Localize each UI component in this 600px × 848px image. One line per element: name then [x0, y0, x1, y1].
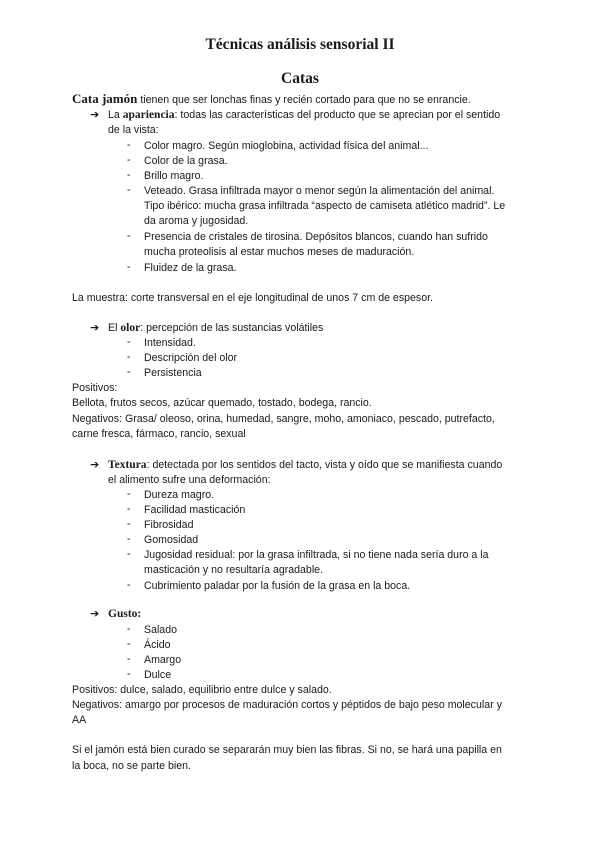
list-item: Gomosidad	[144, 534, 199, 546]
dash-bullet: -	[127, 488, 131, 500]
dash-bullet: -	[127, 230, 131, 242]
olor-positivos: Bellota, frutos secos, azúcar quemado, tostado, bodega, rancio.	[72, 397, 372, 409]
list-item: Fibrosidad	[144, 519, 194, 531]
dash-bullet: -	[127, 623, 131, 635]
olor-negativos-continuation: carne fresca, fármaco, rancio, sexual	[72, 428, 246, 440]
list-item: Cubrimiento paladar por la fusión de la grasa en la boca.	[144, 580, 411, 592]
olor-negativos: Negativos: Grasa/ oleoso, orina, humedad, sangre, moho, amoniaco, pescado, putrefacto,	[72, 413, 495, 425]
list-item: Intensidad.	[144, 337, 196, 349]
gusto-positivos: Positivos: dulce, salado, equilibrio entre dulce y salado.	[72, 684, 332, 696]
dash-bullet: -	[127, 503, 131, 515]
list-item: Veteado. Grasa infiltrada mayor o menor según la alimentación del animal.	[144, 185, 495, 197]
page-title: Técnicas análisis sensorial II	[205, 36, 395, 53]
list-item-continuation: da aroma y jugosidad.	[144, 215, 249, 227]
dash-bullet: -	[127, 336, 131, 348]
page-subtitle: Catas	[281, 70, 319, 87]
muestra-paragraph: La muestra: corte transversal en el eje longitudinal de unos 7 cm de espesor.	[72, 292, 433, 304]
list-item: Color de la grasa.	[144, 155, 228, 167]
final-paragraph-continuation: la boca, no se parte bien.	[72, 760, 191, 772]
list-item: Persistencia	[144, 367, 202, 379]
dash-bullet: -	[127, 668, 131, 680]
dash-bullet: -	[127, 169, 131, 181]
list-item: Dureza magro.	[144, 489, 215, 501]
list-item: Fluidez de la grasa.	[144, 262, 237, 274]
dash-bullet: -	[127, 351, 131, 363]
arrow-bullet-icon: ➔	[90, 459, 100, 471]
gusto-term: Gusto:	[108, 608, 142, 620]
apariencia-line-1: La apariencia: todas las características del producto que se aprecian por el sentido	[108, 109, 501, 121]
dash-bullet: -	[127, 638, 131, 650]
gusto-negativos: Negativos: amargo por procesos de maduración cortos y péptidos de bajo peso molecular y	[72, 699, 502, 711]
apariencia-term: apariencia	[122, 109, 175, 121]
intro-heading: Cata jamón	[72, 91, 138, 106]
list-item: Jugosidad residual: por la grasa infiltrada, si no tiene nada sería duro a la	[144, 549, 489, 561]
textura-line-1: Textura: detectada por los sentidos del tacto, vista y oído que se manifiesta cuando	[108, 459, 503, 471]
dash-bullet: -	[127, 579, 131, 591]
list-item: Salado	[144, 624, 177, 636]
list-item: Presencia de cristales de tirosina. Depósitos blancos, cuando han sufrido	[144, 231, 488, 243]
dash-bullet: -	[127, 533, 131, 545]
textura-term: Textura	[108, 459, 147, 471]
dash-bullet: -	[127, 366, 131, 378]
textura-line-2: el alimento sufre una deformación:	[108, 474, 271, 486]
dash-bullet: -	[127, 261, 131, 273]
dash-bullet: -	[127, 653, 131, 665]
arrow-bullet-icon: ➔	[90, 608, 100, 620]
list-item: Ácido	[144, 639, 171, 651]
dash-bullet: -	[127, 184, 131, 196]
arrow-bullet-icon: ➔	[90, 109, 100, 121]
intro-text: tienen que ser lonchas finas y recién cortado para que no se enrancie.	[140, 94, 471, 106]
apariencia-line-2: de la vista:	[108, 124, 159, 136]
list-item-continuation: mucha proteolisis al estar muchos meses de maduración.	[144, 246, 415, 258]
dash-bullet: -	[127, 139, 131, 151]
list-item-continuation: masticación y no resultaría agradable.	[144, 564, 324, 576]
olor-positivos-label: Positivos:	[72, 382, 118, 394]
list-item: Dulce	[144, 669, 172, 681]
arrow-bullet-icon: ➔	[90, 322, 100, 334]
olor-term: olor	[120, 322, 141, 334]
list-item-continuation: Tipo ibérico: mucha grasa infiltrada “aspecto de camiseta atlético madrid”. Le	[144, 200, 506, 212]
dash-bullet: -	[127, 548, 131, 560]
list-item: Brillo magro.	[144, 170, 204, 182]
olor-line: El olor: percepción de las sustancias volátiles	[108, 322, 324, 334]
dash-bullet: -	[127, 154, 131, 166]
intro-paragraph	[72, 91, 471, 108]
list-item: Facilidad masticación	[144, 504, 246, 516]
list-item: Amargo	[144, 654, 182, 666]
final-paragraph: Si el jamón está bien curado se separarán muy bien las fibras. Si no, se hará una papilla en	[72, 744, 502, 756]
dash-bullet: -	[127, 518, 131, 530]
list-item: Descripción del olor	[144, 352, 238, 364]
gusto-negativos-continuation: AA	[72, 714, 87, 726]
list-item: Color magro. Según mioglobina, actividad física del animal...	[144, 140, 429, 152]
